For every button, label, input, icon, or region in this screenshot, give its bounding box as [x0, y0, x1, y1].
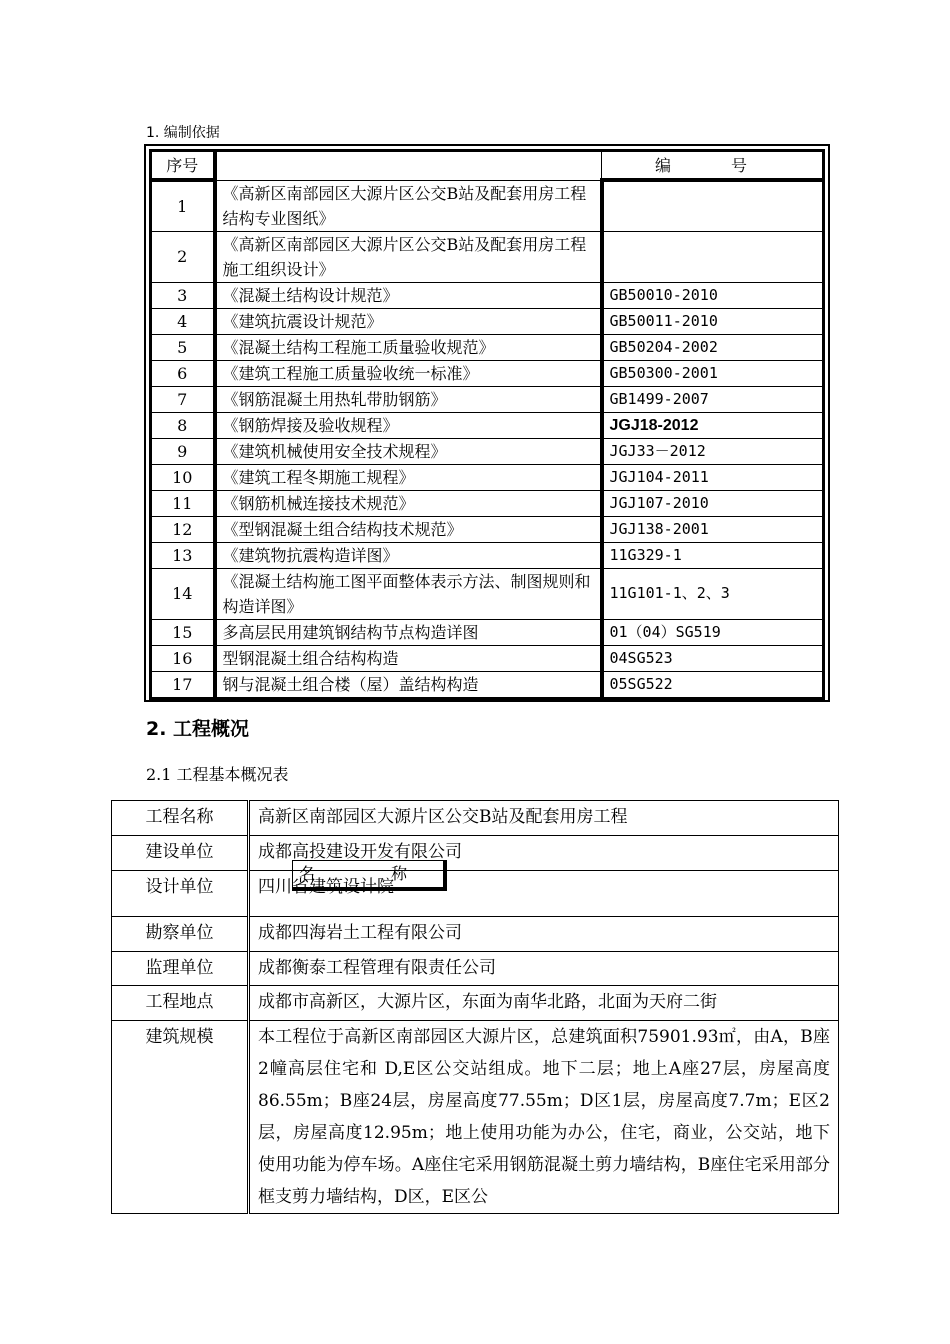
table-row [151, 568, 824, 619]
table-row [151, 490, 824, 516]
table-row [151, 180, 824, 231]
table-row [151, 645, 824, 671]
table-row [112, 836, 839, 871]
table-row [112, 1021, 839, 1214]
row-document-code: JGJ18-2012 [602, 412, 824, 438]
table-row [112, 952, 839, 986]
field-label: 建设单位 [112, 836, 249, 871]
row-document-code: JGJ138-2001 [602, 516, 824, 542]
row-document-code: GB1499-2007 [602, 386, 824, 412]
row-number: 13 [151, 542, 215, 568]
row-document-code: 11G329-1 [602, 542, 824, 568]
field-value-description: 本工程位于高新区南部园区大源片区，总建筑面积75901.93㎡，由A，B座2幢高层住宅和 D,E区公交站组成。地下二层；地上A座27层，房屋高度86.55m；B座24层，房屋高度77.55m；D区1层，房屋高度7.7m；E区2层，房屋高度12.95m；地上使用功能为办公，住宅，商业，公交站，地下使用功能为停车场。A座住宅采用钢筋混凝土剪力墙结构，B座住宅采用部分框支剪力墙结构，D区，E区公 [249, 1021, 839, 1214]
row-document-name: 《高新区南部园区大源片区公交B站及配套用房工程施工组织设计》 [215, 231, 602, 282]
row-document-code: JGJ107-2010 [602, 490, 824, 516]
project-overview-table [111, 800, 839, 1214]
row-document-code [602, 180, 824, 231]
table-row [112, 801, 839, 836]
table-row [112, 917, 839, 952]
row-document-name: 《混凝土结构施工图平面整体表示方法、制图规则和构造详图》 [215, 568, 602, 619]
table-row [151, 308, 824, 334]
row-document-code: GB50204-2002 [602, 334, 824, 360]
row-number: 12 [151, 516, 215, 542]
table-row [151, 334, 824, 360]
table-row [151, 231, 824, 282]
row-number: 15 [151, 619, 215, 645]
row-document-code: 01（04）SG519 [602, 619, 824, 645]
row-document-name: 多高层民用建筑钢结构节点构造详图 [215, 619, 602, 645]
table-row [151, 671, 824, 698]
table-header-row [151, 151, 824, 181]
table-row [112, 871, 839, 917]
row-number: 14 [151, 568, 215, 619]
row-document-name: 《型钢混凝土组合结构技术规范》 [215, 516, 602, 542]
row-document-name: 《建筑抗震设计规范》 [215, 308, 602, 334]
row-document-code: GB50300-2001 [602, 360, 824, 386]
row-number: 4 [151, 308, 215, 334]
row-document-code: GB50010-2010 [602, 282, 824, 308]
row-document-code: 04SG523 [602, 645, 824, 671]
row-document-name: 《建筑工程冬期施工规程》 [215, 464, 602, 490]
row-number: 17 [151, 671, 215, 698]
row-document-name: 《建筑工程施工质量验收统一标准》 [215, 360, 602, 386]
row-number: 2 [151, 231, 215, 282]
header-name: 名 称 [292, 860, 447, 891]
field-label: 建筑规模 [112, 1021, 249, 1214]
table-row [151, 542, 824, 568]
row-document-code: JGJ33－2012 [602, 438, 824, 464]
row-number: 3 [151, 282, 215, 308]
row-number: 1 [151, 180, 215, 231]
field-value: 四川省建筑设计院 [249, 871, 839, 917]
section-2-title: 2. 工程概况 [146, 718, 250, 740]
row-number: 7 [151, 386, 215, 412]
field-label: 工程名称 [112, 801, 249, 836]
table-row [151, 464, 824, 490]
row-number: 5 [151, 334, 215, 360]
row-number: 10 [151, 464, 215, 490]
row-document-name: 型钢混凝土组合结构构造 [215, 645, 602, 671]
field-value: 高新区南部园区大源片区公交B站及配套用房工程 [249, 801, 839, 836]
field-label: 设计单位 [112, 871, 249, 917]
header-no: 序号 [151, 151, 215, 181]
row-document-name: 《混凝土结构工程施工质量验收规范》 [215, 334, 602, 360]
field-label: 监理单位 [112, 952, 249, 986]
row-document-name: 《混凝土结构设计规范》 [215, 282, 602, 308]
row-document-name: 《建筑物抗震构造详图》 [215, 542, 602, 568]
row-document-name: 钢与混凝土组合楼（屋）盖结构构造 [215, 671, 602, 698]
field-value: 成都高投建设开发有限公司 [249, 836, 839, 871]
row-document-name: 《钢筋机械连接技术规范》 [215, 490, 602, 516]
row-document-name: 《钢筋焊接及验收规程》 [215, 412, 602, 438]
table-row [151, 619, 824, 645]
table-row [112, 986, 839, 1021]
table-row [151, 282, 824, 308]
field-value: 成都市高新区，大源片区，东面为南华北路，北面为天府二街 [249, 986, 839, 1021]
field-value: 成都四海岩土工程有限公司 [249, 917, 839, 952]
row-document-name: 《高新区南部园区大源片区公交B站及配套用房工程结构专业图纸》 [215, 180, 602, 231]
row-document-name: 《钢筋混凝土用热轧带肋钢筋》 [215, 386, 602, 412]
row-number: 16 [151, 645, 215, 671]
table-row [151, 516, 824, 542]
section-2-1-title: 2.1 工程基本概况表 [146, 765, 289, 784]
row-number: 11 [151, 490, 215, 516]
section-1-title: 1. 编制依据 [146, 125, 220, 141]
table-row [151, 386, 824, 412]
field-label: 工程地点 [112, 986, 249, 1021]
row-document-code: 05SG522 [602, 671, 824, 698]
row-number: 6 [151, 360, 215, 386]
field-value: 成都衡泰工程管理有限责任公司 [249, 952, 839, 986]
row-number: 9 [151, 438, 215, 464]
row-document-name: 《建筑机械使用安全技术规程》 [215, 438, 602, 464]
row-document-code: 11G101-1、2、3 [602, 568, 824, 619]
row-document-code: JGJ104-2011 [602, 464, 824, 490]
table-row [151, 360, 824, 386]
header-code: 编 号 [602, 151, 824, 181]
row-number: 8 [151, 412, 215, 438]
field-label: 勘察单位 [112, 917, 249, 952]
table-row [151, 412, 824, 438]
row-document-code: GB50011-2010 [602, 308, 824, 334]
table-row [151, 438, 824, 464]
row-document-code [602, 231, 824, 282]
